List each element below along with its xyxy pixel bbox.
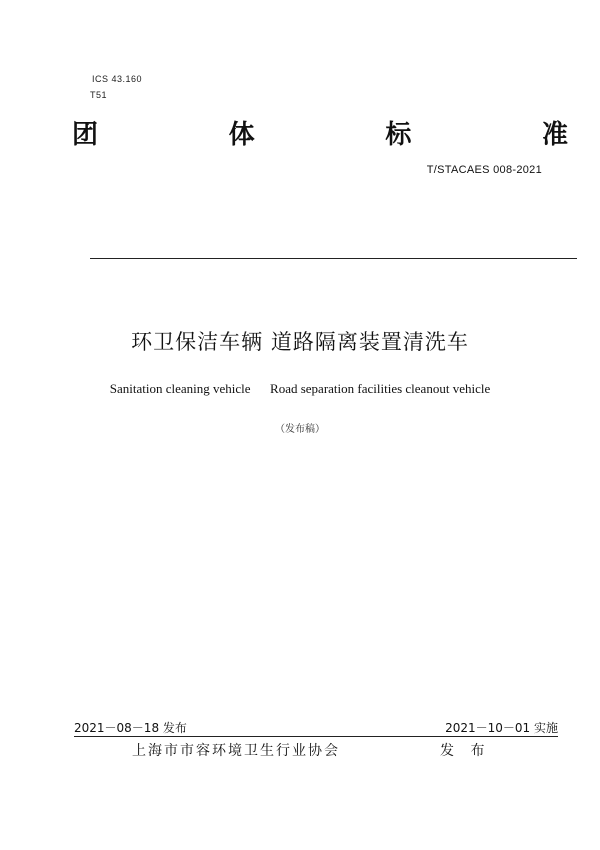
draft-status: （发布稿） bbox=[275, 424, 325, 435]
header-divider bbox=[90, 258, 577, 259]
standard-number: T/STACAES 008-2021 bbox=[426, 164, 542, 176]
standard-type-char: 标 bbox=[385, 120, 412, 150]
title-chinese: 环卫保洁车辆 道路隔离装置清洗车 bbox=[131, 330, 469, 354]
standard-type-char: 准 bbox=[541, 120, 568, 150]
title-english: Sanitation cleaning vehicle Road separation facilities cleanout vehicle bbox=[109, 381, 491, 396]
implementation-date: 2021－10－01 实施 bbox=[445, 721, 558, 735]
ics-code: ICS 43.160 bbox=[92, 74, 143, 84]
standard-type-heading bbox=[72, 114, 568, 151]
issue-date: 2021－08－18 发布 bbox=[74, 721, 187, 735]
ccs-code: T51 bbox=[90, 90, 108, 100]
publisher-name: 上海市市容环境卫生行业协会 bbox=[132, 743, 340, 759]
footer-divider bbox=[74, 736, 558, 737]
publish-label: 发 布 bbox=[440, 743, 491, 759]
standard-type-char: 团 bbox=[72, 120, 99, 150]
standard-type-char: 体 bbox=[228, 120, 255, 150]
